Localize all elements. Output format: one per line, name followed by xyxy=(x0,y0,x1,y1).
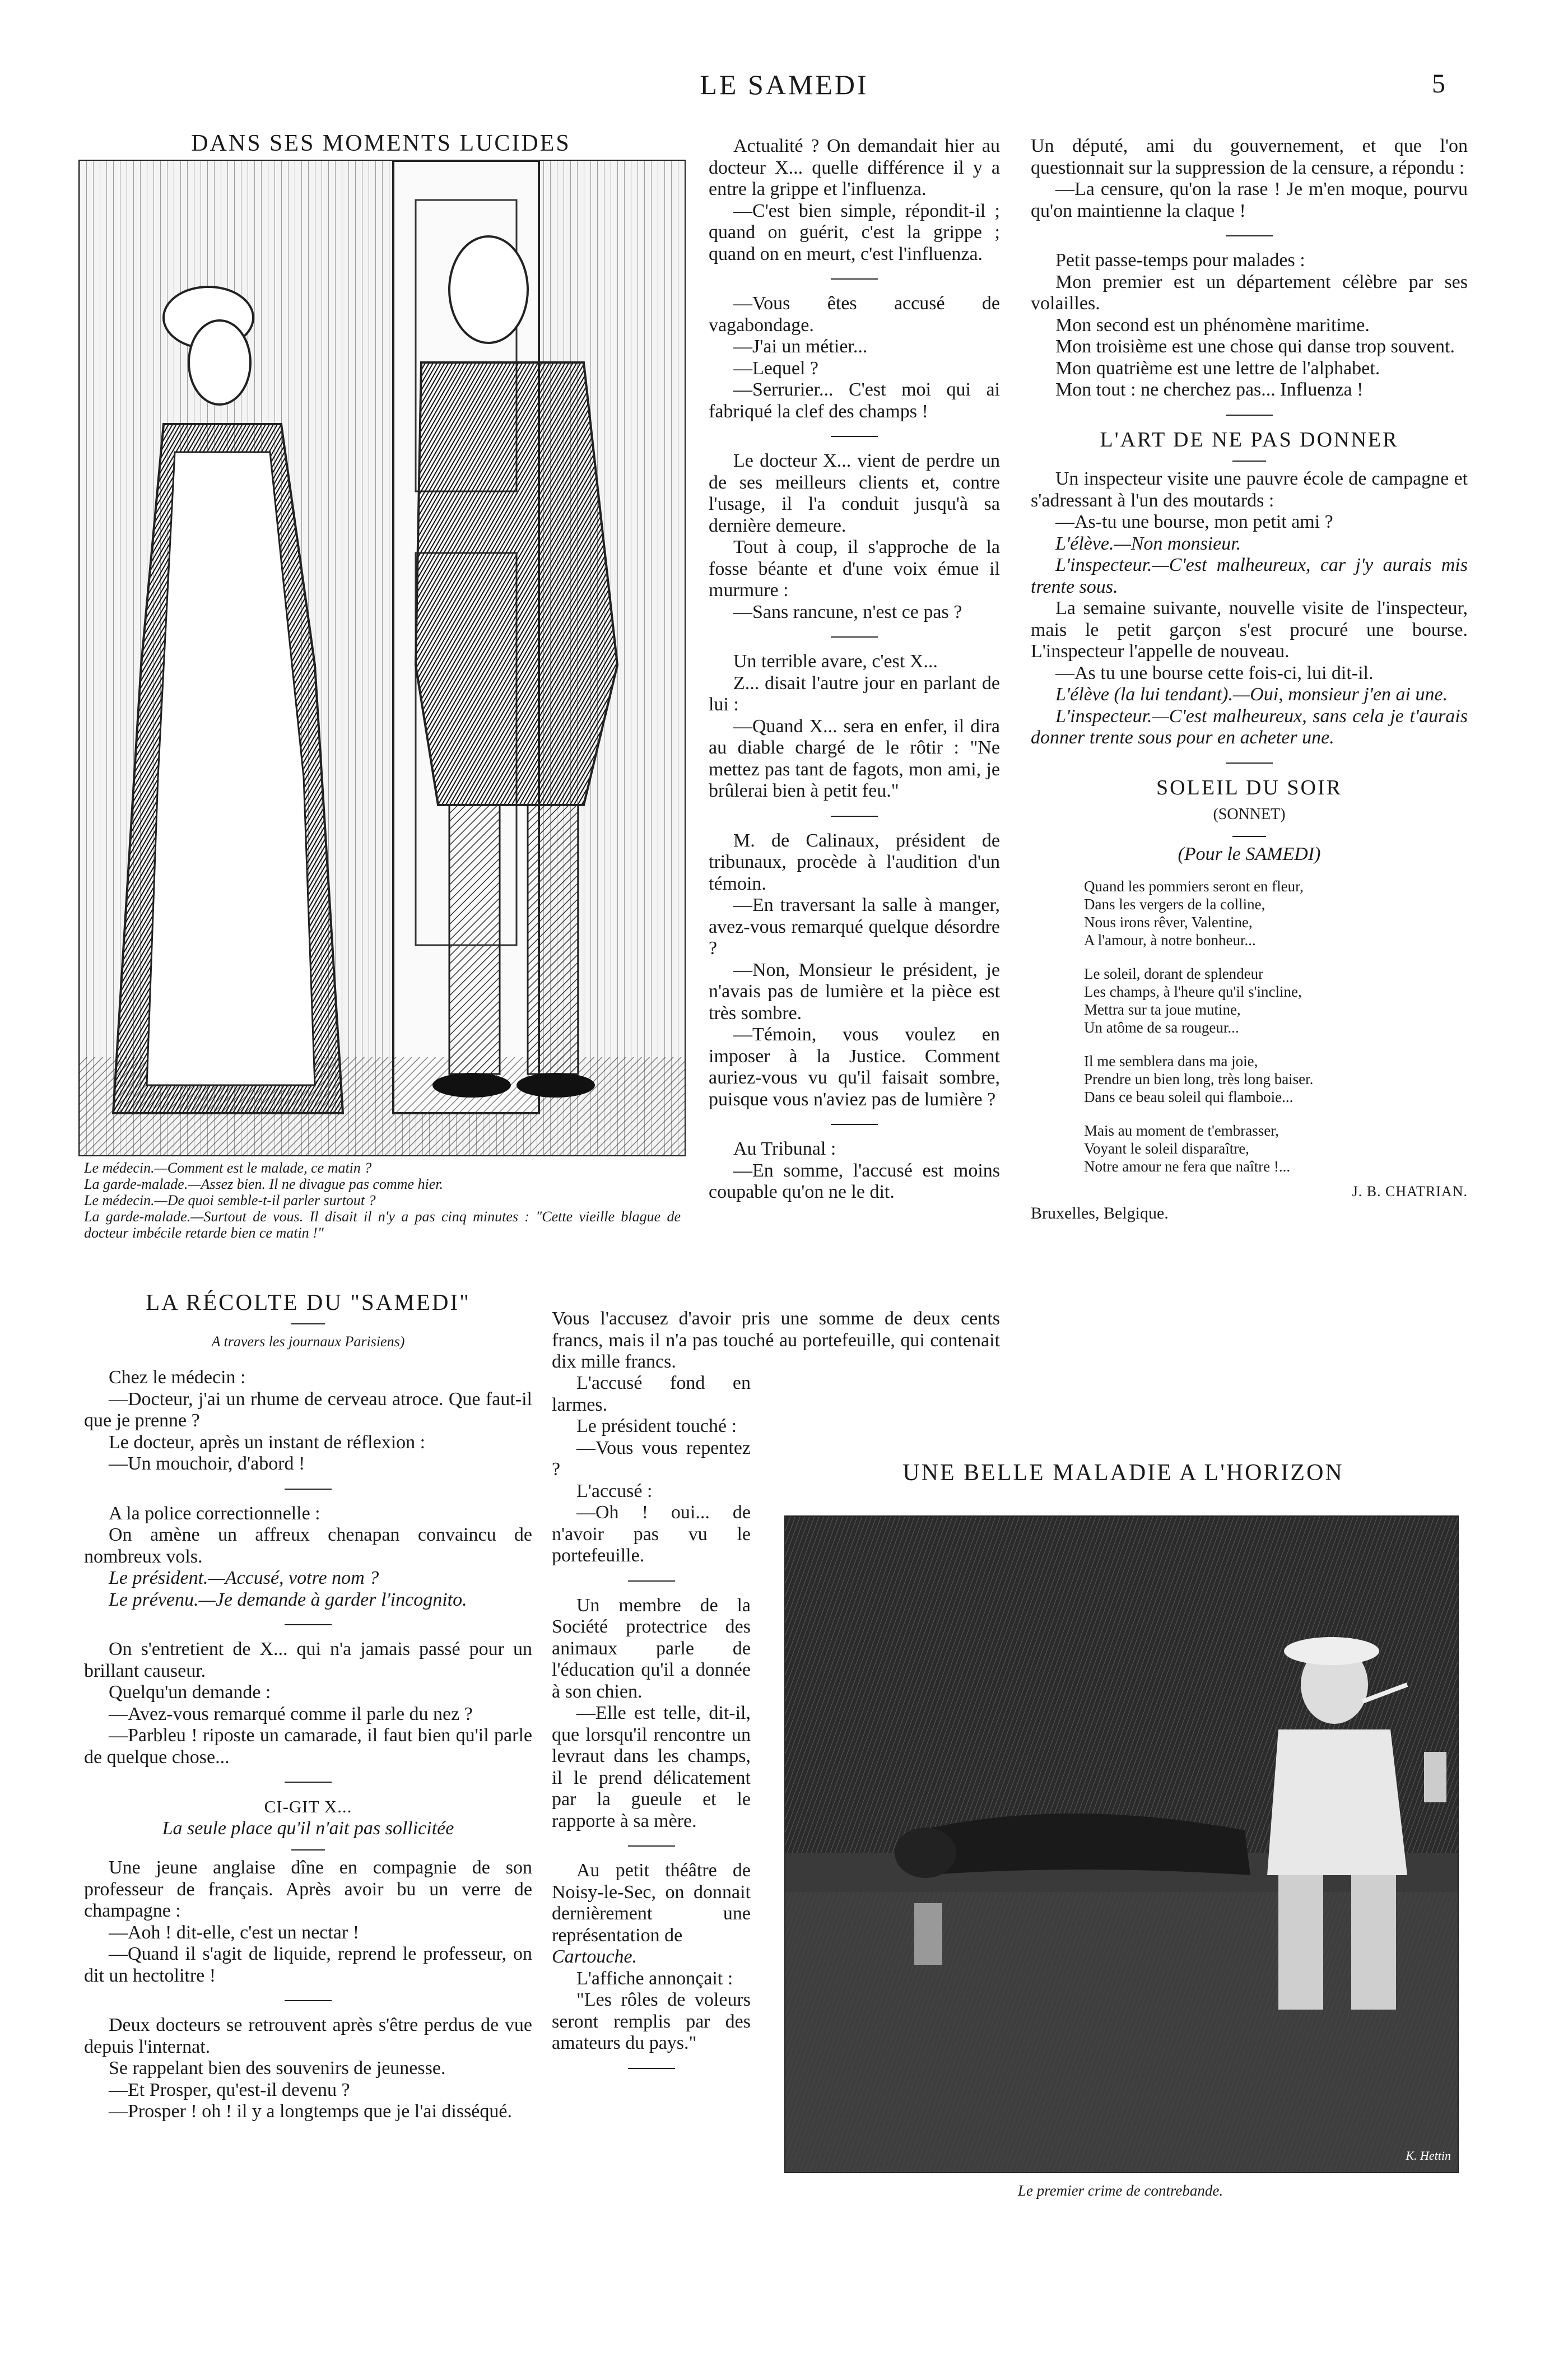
text-line: Mon quatrième est une lettre de l'alphabet. xyxy=(1055,357,1380,379)
caption-line: La garde-malade.—Assez bien. Il ne divague pas comme hier. xyxy=(84,1176,443,1192)
cartoon-illustration xyxy=(78,160,686,1156)
soleil-dedication: (Pour le SAMEDI) xyxy=(1178,843,1321,864)
text-line: Chez le médecin : xyxy=(109,1367,246,1388)
engraving-artist-signature: K. Hettin xyxy=(1406,2149,1451,2163)
text-line: Le président touché : xyxy=(576,1416,737,1436)
separator xyxy=(831,278,878,280)
middle-narrow-column xyxy=(552,1373,751,2082)
text-line: —As-tu une bourse, mon petit ami ? xyxy=(1055,512,1333,532)
text-line: —Avez-vous remarqué comme il parle du nez ? xyxy=(109,1703,473,1724)
text-line: "Les rôles de voleurs seront remplis par des amateurs du pays." xyxy=(552,1989,751,2053)
right-column xyxy=(1031,136,1468,1224)
text-line: On s'entretient de X... qui n'a jamais passé pour un brillant causeur. xyxy=(84,1639,532,1681)
text-line: Un inspecteur visite une pauvre école de campagne et s'adressant à l'un des moutards : xyxy=(1031,468,1468,511)
caption-line: Le médecin.—De quoi semble-t-il parler surtout ? xyxy=(84,1192,376,1208)
text-line: —Non, Monsieur le président, je n'avais pas de lumière et la pièce est très sombre. xyxy=(709,959,1000,1024)
cigit-title: CI-GIT X... xyxy=(264,1797,352,1816)
text-line: Un terrible avare, c'est X... xyxy=(733,651,938,672)
text-line: Un député, ami du gouvernement, et que l'on questionnait sur la suppression de la censure, a répondu : xyxy=(1031,136,1468,178)
text-line: L'accusé : xyxy=(576,1480,653,1501)
text-line: —Quand il s'agit de liquide, reprend le professeur, on dit un hectolitre ! xyxy=(84,1943,532,1986)
text-line: —Prosper ! oh ! il y a longtemps que je l'ai disséqué. xyxy=(109,2101,512,2122)
text-line: L'accusé fond en larmes. xyxy=(552,1373,751,1415)
text-line: Vous l'accusez d'avoir pris une somme de deux cents francs, mais il n'a pas touché au portefeuille, qui contenait dix mille francs. xyxy=(552,1308,1000,1372)
masthead-title: LE SAMEDI xyxy=(700,69,869,100)
verse: Nous irons rêver, Valentine, xyxy=(1084,914,1253,931)
separator xyxy=(1232,461,1266,462)
text-line: Le président.—Accusé, votre nom ? xyxy=(109,1568,379,1588)
recolte-heading: LA RÉCOLTE DU "SAMEDI" xyxy=(146,1289,471,1315)
text-line: Mon tout : ne cherchez pas... Influenza ! xyxy=(1055,379,1364,400)
text-line: Le prévenu.—Je demande à garder l'incognito. xyxy=(109,1589,467,1610)
tribunal-wide-text xyxy=(552,1308,1000,1373)
text-line: La semaine suivante, nouvelle visite de l'inspecteur, mais le petit garçon s'est procuré une bourse. L'inspecteur l'appelle de nouveau. xyxy=(1031,598,1468,662)
text-line: —La censure, qu'on la rase ! Je m'en moque, pourvu qu'on maintienne la claque ! xyxy=(1031,179,1468,221)
verse: Notre amour ne fera que naître !... xyxy=(1084,1158,1291,1175)
poem-signature: J. B. CHATRIAN. xyxy=(1352,1183,1468,1199)
stanza xyxy=(1084,1122,1468,1175)
text-line: Mon second est un phénomène maritime. xyxy=(1055,314,1370,336)
text-line: Deux docteurs se retrouvent après s'être perdus de vue depuis l'internat. xyxy=(84,2015,532,2057)
verse: Dans les vergers de la colline, xyxy=(1084,896,1265,913)
separator xyxy=(1226,235,1273,236)
text-line: M. de Calinaux, président de tribunaux, procède à l'audition d'un témoin. xyxy=(709,830,1000,894)
separator xyxy=(1226,415,1273,416)
separator xyxy=(831,436,878,437)
verse: Quand les pommiers seront en fleur, xyxy=(1084,878,1304,895)
text-line: L'inspecteur.—C'est malheureux, sans cela je t'aurais donner trente sous pour en acheter une. xyxy=(1031,705,1468,748)
text-line: Z... disait l'autre jour en parlant de lui : xyxy=(709,672,1000,715)
separator xyxy=(1232,836,1266,837)
engraving-heading: UNE BELLE MALADIE A L'HORIZON xyxy=(902,1460,1344,1486)
text-line: Cartouche. xyxy=(552,1946,638,1967)
text-line: L'affiche annonçait : xyxy=(576,1968,733,1989)
text-line: —En somme, l'accusé est moins coupable qu'on ne le dit. xyxy=(709,1160,1000,1202)
text-line: —Et Prosper, qu'est-il devenu ? xyxy=(109,2079,350,2100)
soleil-heading: SOLEIL DU SOIR xyxy=(1156,775,1342,799)
text-line: —Aoh ! dit-elle, c'est un nectar ! xyxy=(109,1922,360,1943)
text-line: Mon premier est un département célèbre par ses volailles. xyxy=(1031,271,1468,314)
stanza xyxy=(1084,877,1468,949)
text-line: Quelqu'un demande : xyxy=(109,1682,271,1703)
text-line: L'élève.—Non monsieur. xyxy=(1055,533,1241,554)
separator xyxy=(1226,762,1273,764)
separator xyxy=(628,2068,675,2069)
text-line: Un membre de la Société protectrice des animaux parle de l'éducation qu'il a donnée à son chien. xyxy=(552,1594,751,1702)
text-line: Le docteur, après un instant de réflexion : xyxy=(109,1431,426,1453)
engraving-caption: Le premier crime de contrebande. xyxy=(1017,2182,1223,2199)
verse: Mais au moment de t'embrasser, xyxy=(1084,1122,1279,1139)
text-line: Une jeune anglaise dîne en compagnie de son professeur de français. Après avoir bu un verre de champagne : xyxy=(84,1857,532,1921)
separator xyxy=(285,1624,332,1625)
text-line: —Un mouchoir, d'abord ! xyxy=(109,1453,305,1474)
middle-column xyxy=(709,136,1000,1203)
engraving-illustration xyxy=(784,1515,1459,2173)
verse: Le soleil, dorant de splendeur xyxy=(1084,965,1264,982)
text-line: Le docteur X... vient de perdre un de ses meilleurs clients et, contre l'usage, il l'a conduit jusqu'à sa dernière demeure. xyxy=(709,450,1000,536)
recolte-subheading: A travers les journaux Parisiens) xyxy=(211,1333,405,1350)
text-line: —Quand X... sera en enfer, il dira au diable chargé de le rôtir : "Ne mettez pas tant de fagots, mon ami, je brûlerai bien à petit feu." xyxy=(709,715,1000,801)
text-line: —C'est bien simple, répondit-il ; quand on guérit, c'est la grippe ; quand on en meurt, c'est l'influenza. xyxy=(709,200,1000,264)
sonnet xyxy=(1084,877,1468,1175)
verse: Un atôme de sa rougeur... xyxy=(1084,1019,1239,1036)
text-line: —Témoin, vous voulez en imposer à la Justice. Comment auriez-vous vu qu'il faisait sombre, puisque vous n'aviez pas de lumière ? xyxy=(709,1024,1000,1110)
verse: A l'amour, à notre bonheur... xyxy=(1084,932,1256,948)
verse: Mettra sur ta joue mutine, xyxy=(1084,1001,1241,1018)
text-line: On amène un affreux chenapan convaincu de nombreux vols. xyxy=(84,1524,532,1567)
text-line: Au petit théâtre de Noisy-le-Sec, on donnait dernièrement une représentation de xyxy=(552,1860,751,1946)
text-line: Actualité ? On demandait hier au docteur X... quelle différence il y a entre la grippe et l'influenza. xyxy=(709,136,1000,199)
text-line: Se rappelant bien des souvenirs de jeunesse. xyxy=(109,2058,446,2079)
text-line: —Docteur, j'ai un rhume de cerveau atroce. Que faut-il que je prenne ? xyxy=(84,1388,532,1431)
cartoon-caption xyxy=(84,1160,681,1241)
separator xyxy=(831,1124,878,1125)
text-line: Tout à coup, il s'approche de la fosse béante et d'une voix émue il murmure : xyxy=(709,537,1000,601)
text-line: Petit passe-temps pour malades : xyxy=(1055,250,1305,271)
stanza xyxy=(1084,1052,1468,1106)
text-line: —Serrurier... C'est moi qui ai fabriqué la clef des champs ! xyxy=(709,379,1000,422)
verse: Il me semblera dans ma joie, xyxy=(1084,1053,1258,1070)
text-line: Au Tribunal : xyxy=(733,1138,836,1159)
text-line: —Vous êtes accusé de vagabondage. xyxy=(709,293,1000,336)
verse: Dans ce beau soleil qui flamboie... xyxy=(1084,1089,1294,1105)
separator xyxy=(831,816,878,817)
text-line: —En traversant la salle à manger, avez-vous remarqué quelque désordre ? xyxy=(709,895,1000,959)
verse: Voyant le soleil disparaître, xyxy=(1084,1140,1249,1157)
text-line: L'inspecteur.—C'est malheureux, car j'y aurais mis trente sous. xyxy=(1031,555,1468,597)
separator xyxy=(285,2000,332,2001)
page-number: 5 xyxy=(1432,69,1445,99)
text-line: —Elle est telle, dit-il, que lorsqu'il rencontre un levraut dans les champs, il le prend délicatement par la gueule et le rapporte à sa mère. xyxy=(552,1703,751,1831)
text-line: —Vous vous repentez ? xyxy=(552,1437,751,1480)
separator xyxy=(285,1782,332,1783)
separator xyxy=(285,1489,332,1490)
poem-place: Bruxelles, Belgique. xyxy=(1031,1203,1169,1222)
text-line: A la police correctionnelle : xyxy=(109,1503,320,1524)
stanza xyxy=(1084,965,1468,1036)
cigit-subtitle: La seule place qu'il n'ait pas sollicitée xyxy=(162,1817,454,1839)
smuggler-drawing xyxy=(785,1517,1458,2172)
separator xyxy=(831,636,878,638)
caption-line: Le médecin.—Comment est le malade, ce matin ? xyxy=(84,1160,372,1176)
left-column xyxy=(84,1291,532,2123)
text-line: Mon troisième est une chose qui danse trop souvent. xyxy=(1055,336,1455,357)
verse: Les champs, à l'heure qu'il s'incline, xyxy=(1084,983,1302,1000)
text-line: —Sans rancune, n'est ce pas ? xyxy=(733,601,962,622)
text-line: —As tu une bourse cette fois-ci, lui dit-il. xyxy=(1055,662,1374,684)
separator xyxy=(291,1323,325,1324)
text-line: —J'ai un métier... xyxy=(733,336,868,357)
separator xyxy=(628,1580,675,1582)
text-line: —Parbleu ! riposte un camarade, il faut bien qu'il parle de quelque chose... xyxy=(84,1725,532,1768)
caption-line: La garde-malade.—Surtout de vous. Il disait il n'y a pas cinq minutes : "Cette vieille blague de docteur imbécile retarde bien ce matin !" xyxy=(84,1208,681,1241)
text-line: —Lequel ? xyxy=(733,357,818,379)
doctor-and-nurse-drawing xyxy=(80,161,685,1155)
text-line: L'élève (la lui tendant).—Oui, monsieur j'en ai une. xyxy=(1055,684,1448,705)
separator xyxy=(291,1849,325,1850)
art-heading: L'ART DE NE PAS DONNER xyxy=(1100,427,1399,452)
verse: Prendre un bien long, très long baiser. xyxy=(1084,1071,1314,1087)
soleil-subheading: (SONNET) xyxy=(1213,806,1286,823)
cartoon-heading: DANS SES MOMENTS LUCIDES xyxy=(191,131,571,156)
separator xyxy=(628,1845,675,1847)
text-line: —Oh ! oui... de n'avoir pas vu le portefeuille. xyxy=(552,1502,751,1566)
